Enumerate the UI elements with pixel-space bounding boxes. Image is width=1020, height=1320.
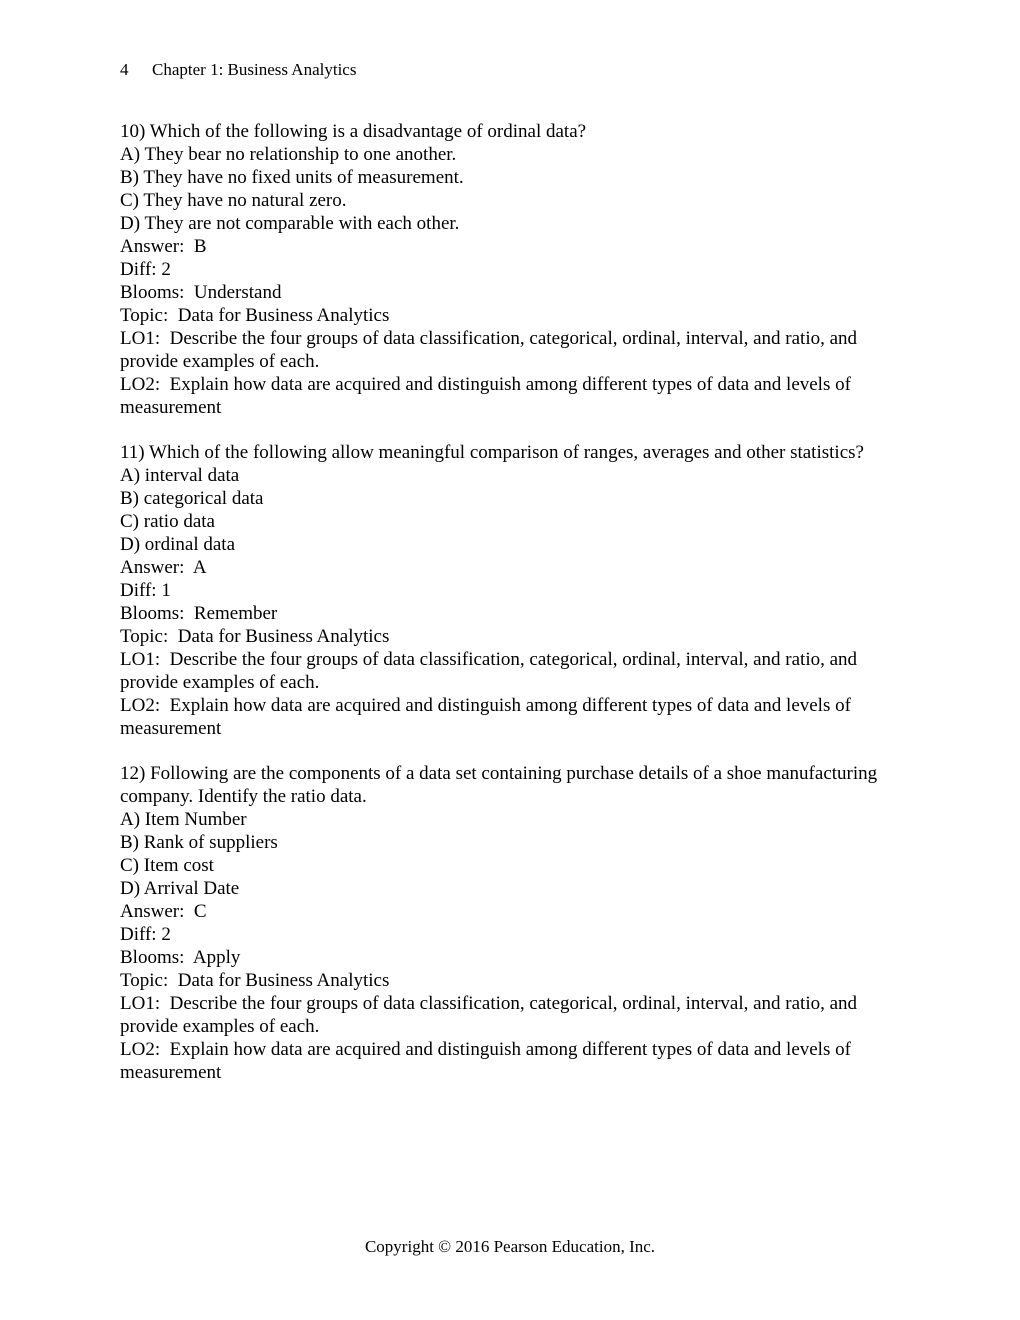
answer: Answer: C <box>120 901 207 922</box>
question-stem: 11) Which of the following allow meaningful comparison of ranges, averages and other statistics? <box>120 442 864 463</box>
answer: Answer: A <box>120 557 207 578</box>
option-b: B) categorical data <box>120 488 264 509</box>
question-stem: 10) Which of the following is a disadvantage of ordinal data? <box>120 121 587 142</box>
option-a: A) Item Number <box>120 809 247 830</box>
topic: Topic: Data for Business Analytics <box>120 970 390 991</box>
topic: Topic: Data for Business Analytics <box>120 305 390 326</box>
option-c: C) Item cost <box>120 855 214 876</box>
option-b: B) They have no fixed units of measurement. <box>120 167 464 188</box>
blooms-level: Blooms: Understand <box>120 282 282 303</box>
question-list <box>120 120 910 1106</box>
difficulty: Diff: 1 <box>120 580 171 601</box>
option-d: D) They are not comparable with each other. <box>120 213 460 234</box>
option-b: B) Rank of suppliers <box>120 832 278 853</box>
learning-objective-1: LO1: Describe the four groups of data classification, categorical, ordinal, interval, and ratio, and provide examples of each. <box>120 649 862 693</box>
option-a: A) They bear no relationship to one another. <box>120 144 457 165</box>
page-number: 4 <box>120 60 129 79</box>
learning-objective-1: LO1: Describe the four groups of data classification, categorical, ordinal, interval, and ratio, and provide examples of each. <box>120 993 862 1037</box>
learning-objective-2: LO2: Explain how data are acquired and distinguish among different types of data and levels of measurement <box>120 1039 856 1083</box>
option-a: A) interval data <box>120 465 240 486</box>
difficulty: Diff: 2 <box>120 924 171 945</box>
blooms-level: Blooms: Remember <box>120 603 278 624</box>
difficulty: Diff: 2 <box>120 259 171 280</box>
question-stem: 12) Following are the components of a data set containing purchase details of a shoe manufacturing company. Identify the ratio data. <box>120 763 882 807</box>
chapter-title: Chapter 1: Business Analytics <box>152 60 357 79</box>
learning-objective-2: LO2: Explain how data are acquired and distinguish among different types of data and levels of measurement <box>120 695 856 739</box>
learning-objective-2: LO2: Explain how data are acquired and distinguish among different types of data and levels of measurement <box>120 374 856 418</box>
option-d: D) ordinal data <box>120 534 236 555</box>
copyright-footer: Copyright © 2016 Pearson Education, Inc. <box>364 1237 656 1256</box>
option-c: C) ratio data <box>120 511 215 532</box>
question-12 <box>120 762 910 1084</box>
question-10 <box>120 120 910 419</box>
question-11 <box>120 441 910 740</box>
option-c: C) They have no natural zero. <box>120 190 347 211</box>
answer: Answer: B <box>120 236 207 257</box>
topic: Topic: Data for Business Analytics <box>120 626 390 647</box>
option-d: D) Arrival Date <box>120 878 240 899</box>
blooms-level: Blooms: Apply <box>120 947 241 968</box>
learning-objective-1: LO1: Describe the four groups of data classification, categorical, ordinal, interval, and ratio, and provide examples of each. <box>120 328 862 372</box>
